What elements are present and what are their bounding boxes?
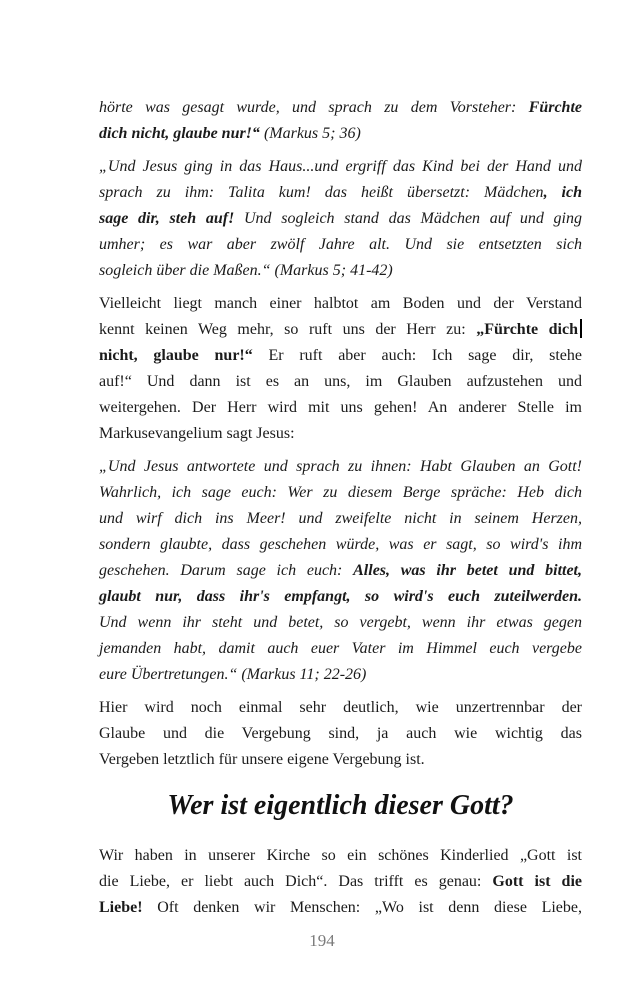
text-line[interactable] [99,610,582,636]
text-run: sprach zu ihm: Talita kum! das heißt übersetzt: Mädchen [99,184,544,201]
text-run: hörte was gesagt wurde, und sprach zu dem Vorsteher: [99,99,529,116]
text-line[interactable] [99,395,582,421]
bold-text-run: Gott ist die [492,873,583,890]
text-line[interactable] [99,454,582,480]
text-line[interactable] [99,747,582,773]
text-run: Wahrlich, ich sage euch: Wer zu diesem Berge spräche: Heb dich [99,484,582,501]
text-line[interactable] [99,232,582,258]
section-heading[interactable]: Wer ist eigentlich dieser Gott? [167,790,514,821]
text-run: Wir haben in unserer Kirche so ein schönes Kinderlied „Gott ist [99,847,582,864]
text-run: Und sogleich stand das Mädchen auf und ging [234,210,582,227]
text-line[interactable] [99,291,582,317]
text-line[interactable] [99,695,582,721]
paragraph[interactable] [99,154,582,284]
text-line[interactable] [99,343,582,369]
text-line[interactable] [99,369,582,395]
text-run: Hier wird noch einmal sehr deutlich, wie unzertrennbar der [99,699,582,716]
text-line[interactable] [99,95,582,121]
text-line[interactable] [99,258,582,284]
bold-text-run: sage dir, steh auf! [99,210,235,227]
text-line[interactable] [99,421,582,447]
text-line[interactable] [99,843,582,869]
text-line[interactable] [99,662,582,688]
text-run: jemanden habt, damit auch euer Vater im Himmel euch vergebe [99,640,582,657]
bold-text-run: Fürchte [528,99,582,116]
text-line[interactable] [99,636,582,662]
text-run: „Und Jesus antwortete und sprach zu ihnen: Habt Glauben an Gott! [99,458,582,475]
text-line[interactable] [99,558,582,584]
text-line[interactable] [99,584,582,610]
text-run: Und wenn ihr steht und betet, so vergebt, wenn ihr etwas gegen [99,614,582,631]
bold-text-run: Liebe! [99,899,143,916]
text-run: auf!“ Und dann ist es an uns, im Glauben aufzustehen und [99,373,582,390]
text-run: sogleich über die Maßen.“ (Markus 5; 41-42) [99,262,393,279]
text-run: Er ruft aber auch: Ich sage dir, stehe [252,347,582,364]
paragraph[interactable] [99,95,582,147]
document-text-area[interactable] [99,95,582,928]
text-run: weitergehen. Der Herr wird mit uns gehen! An anderer Stelle im [99,399,582,416]
text-line[interactable] [99,317,582,343]
bold-text-run: , ich [543,184,582,201]
bold-text-run: Alles, was ihr betet und bittet, [353,562,583,579]
bold-text-run: nicht, glaube nur!“ [99,347,253,364]
text-line[interactable] [99,180,582,206]
text-run: eure Übertretungen.“ (Markus 11; 22-26) [99,666,367,683]
bold-text-run: „Fürchte dich [476,321,579,338]
text-line[interactable] [99,121,582,147]
text-line[interactable] [99,206,582,232]
text-run: kennt keinen Weg mehr, so ruft uns der Herr zu: [99,321,477,338]
paragraph[interactable] [99,291,582,447]
bold-text-run: glaubt nur, dass ihr's empfangt, so wird's euch zuteilwerden. [99,588,582,605]
text-run: Vielleicht liegt manch einer halbtot am Boden und der Verstand [99,295,582,312]
text-run: sondern glaubte, dass geschehen würde, was er sagt, so wird's ihm [99,536,582,553]
text-line[interactable] [99,154,582,180]
text-run: Glaube und die Vergebung sind, ja auch wie wichtig das [99,725,582,742]
text-run: (Markus 5; 36) [259,125,361,142]
text-run: „Und Jesus ging in das Haus...und ergriff das Kind bei der Hand und [99,158,582,175]
text-run: geschehen. Darum sage ich euch: [99,562,354,579]
page-number: 194 [309,931,335,950]
paragraph[interactable] [99,843,582,921]
text-run: Oft denken wir Menschen: „Wo ist denn diese Liebe, [142,899,582,916]
text-line[interactable] [99,895,582,921]
text-line[interactable] [99,869,582,895]
text-line[interactable] [99,506,582,532]
text-line[interactable] [99,721,582,747]
text-run: Markusevangelium sagt Jesus: [99,425,295,442]
text-run: Vergeben letztlich für unsere eigene Vergebung ist. [99,751,425,768]
bold-text-run: dich nicht, glaube nur!“ [99,125,260,142]
text-line[interactable] [99,480,582,506]
text-run: umher; es war aber zwölf Jahre alt. Und sie entsetzten sich [99,236,582,253]
text-cursor [580,319,582,338]
text-line[interactable] [99,532,582,558]
paragraph[interactable] [99,454,582,688]
text-run: und wirf dich ins Meer! und zweifelte nicht in seinem Herzen, [99,510,582,527]
text-run: die Liebe, er liebt auch Dich“. Das trifft es genau: [99,873,493,890]
paragraph[interactable] [99,695,582,773]
